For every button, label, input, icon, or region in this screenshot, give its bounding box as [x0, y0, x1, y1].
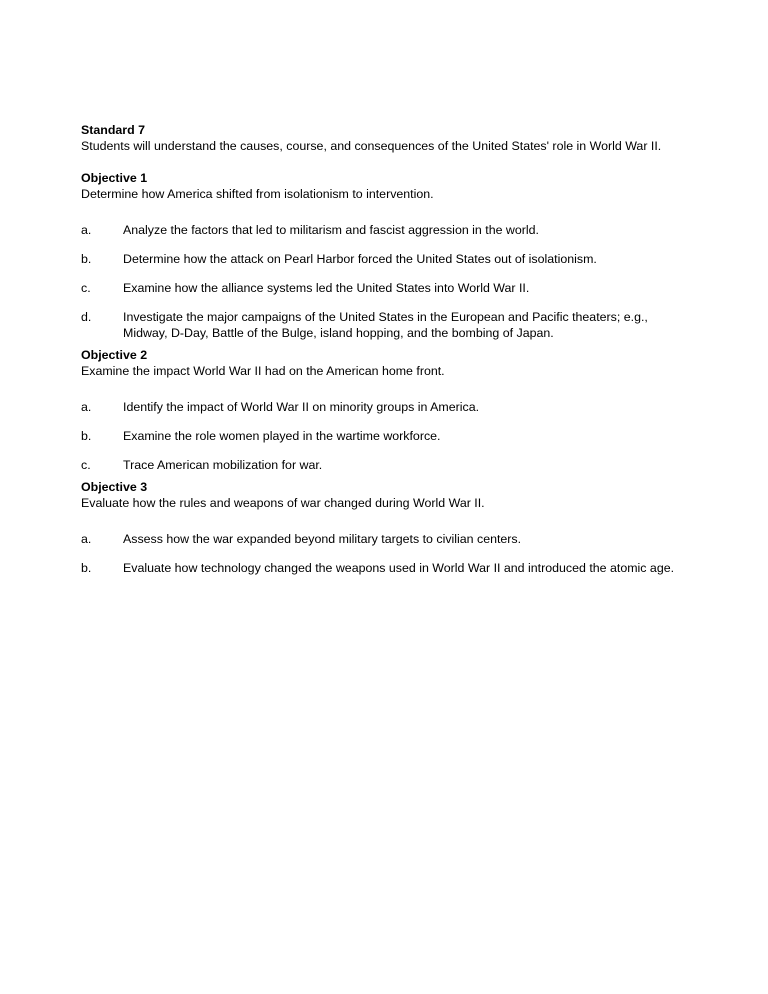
list-item-text: Trace American mobilization for war.: [123, 458, 323, 472]
objective-items-list: [81, 399, 681, 473]
list-marker: d.: [81, 310, 92, 324]
list-item-text: Examine the role women played in the wartime workforce.: [123, 429, 441, 443]
list-marker: b.: [81, 252, 92, 266]
list-marker: b.: [81, 561, 92, 575]
objective-description: Evaluate how the rules and weapons of war changed during World War II.: [81, 496, 485, 510]
list-item-text: Analyze the factors that led to militarism and fascist aggression in the world.: [123, 223, 539, 237]
list-item: [81, 457, 681, 473]
list-item: [81, 399, 681, 415]
list-item: [81, 222, 681, 238]
list-item-text: Determine how the attack on Pearl Harbor forced the United States out of isolationism.: [123, 252, 597, 266]
list-marker: a.: [81, 223, 92, 237]
list-item-text: Investigate the major campaigns of the United States in the European and Pacific theaters; e.g., Midway, D-Day, Battle of the Bulge, island hopping, and the bombing of Japan.: [123, 310, 648, 340]
objective-title: Objective 1: [81, 171, 148, 185]
objective-section-1: [81, 170, 681, 341]
list-item: [81, 309, 681, 341]
list-item-text: Evaluate how technology changed the weapons used in World War II and introduced the atomic age.: [123, 561, 675, 575]
objective-section-2: [81, 347, 681, 473]
list-item-text: Examine how the alliance systems led the United States into World War II.: [123, 281, 530, 295]
objective-items-list: [81, 531, 681, 576]
objective-title: Objective 2: [81, 348, 148, 362]
list-item: [81, 531, 681, 547]
standard-section: [81, 122, 681, 154]
objective-items-list: [81, 222, 681, 341]
document-page: [81, 122, 681, 582]
objective-title: Objective 3: [81, 480, 148, 494]
list-marker: a.: [81, 532, 92, 546]
standard-description: Students will understand the causes, course, and consequences of the United States' role in World War II.: [81, 139, 662, 153]
list-marker: b.: [81, 429, 92, 443]
list-item: [81, 251, 681, 267]
list-marker: c.: [81, 281, 91, 295]
standard-title: Standard 7: [81, 123, 146, 137]
objective-section-3: [81, 479, 681, 576]
list-marker: a.: [81, 400, 92, 414]
list-item-text: Assess how the war expanded beyond military targets to civilian centers.: [123, 532, 522, 546]
list-item: [81, 280, 681, 296]
list-item: [81, 560, 681, 576]
list-item-text: Identify the impact of World War II on minority groups in America.: [123, 400, 480, 414]
list-item: [81, 428, 681, 444]
list-marker: c.: [81, 458, 91, 472]
objective-description: Examine the impact World War II had on the American home front.: [81, 364, 445, 378]
objective-description: Determine how America shifted from isolationism to intervention.: [81, 187, 434, 201]
